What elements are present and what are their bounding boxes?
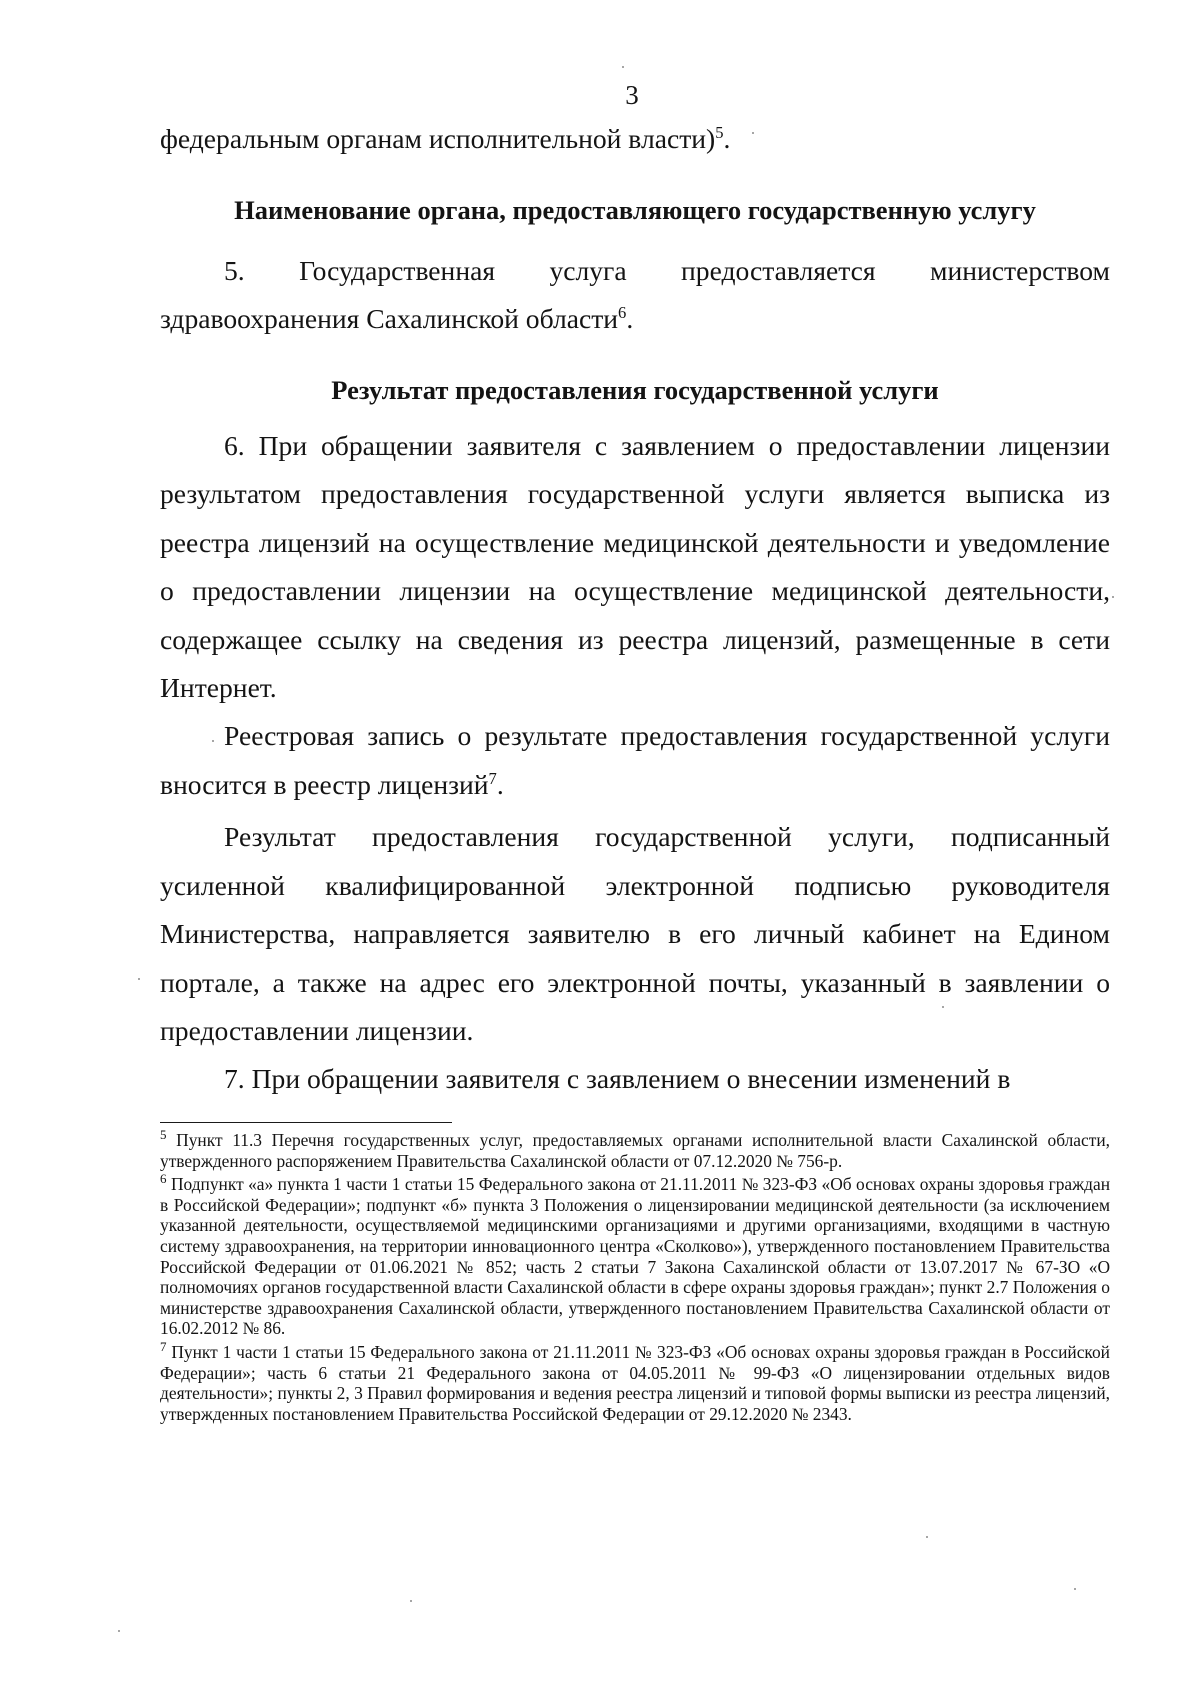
paragraph-continuation-text: федеральным органам исполнительной власти) — [160, 123, 716, 154]
scan-speck — [942, 1006, 944, 1008]
section-heading-result: Результат предоставления государственной услуги — [331, 374, 939, 405]
footnote-ref-5[interactable]: 5 — [715, 122, 724, 142]
footnote-mark-6: 6 — [160, 1171, 167, 1187]
footnote-ref-7[interactable]: 7 — [488, 768, 497, 788]
paragraph-registry: Реестровая запись о результате предоставления государственной услуги вносится в реестр лицензий$^7$. — [160, 720, 1110, 800]
scan-speck — [752, 132, 754, 134]
scan-speck — [410, 1600, 412, 1602]
paragraph-continuation: федеральным органам исполнительной власти)$^5$. — [160, 122, 731, 154]
footnote-6 — [160, 1171, 1111, 1339]
document-body — [160, 115, 1110, 1104]
paragraph-result: Результат предоставления государственной услуги, подписанный усиленной квалифицированной электронной подписью руководителя Министерства, направляется заявителю в его личный кабинет на Едином портале, а также на адрес его электронной почты, указанный в заявлении о предоставлении лицензии. — [160, 821, 1110, 1046]
paragraph-7: 7. При обращении заявителя с заявлением о внесении изменений в — [224, 1063, 1011, 1095]
page-number: 3 — [625, 80, 639, 110]
section-heading-authority: Наименование органа, предоставляющего государственную услугу — [234, 195, 1036, 226]
scan-speck — [926, 1536, 928, 1538]
scan-speck — [622, 66, 624, 68]
footnote-5-text: Пункт 11.3 Перечня государственных услуг, предоставляемых органами исполнительной власти Сахалинской области, утвержденного распоряжением Правительства Сахалинской области от 07.12.2020 № 756-р. — [160, 1130, 1110, 1171]
footnote-7 — [160, 1339, 1110, 1424]
footnote-mark-7: 7 — [160, 1339, 167, 1355]
footnote-6-text: Подпункт «а» пункта 1 части 1 статьи 15 Федерального закона от 21.11.2011 № 323-ФЗ «Об основах охраны здоровья граждан в Российской Федерации»; подпункт «б» пункта 3 Положения о лицензировании медицинской деятельности (за исключением указанной деятельности, осуществляемой медицинскими организациями и другими организациями, входящими в частную систему здравоохранения, на территории инновационного центра «Сколково»), утвержденного постановлением Правительства Российской Федерации от 01.06.2021 № 852; часть 2 статьи 7 Закона Сахалинской области от 13.07.2017 № 67-ЗО «О полномочиях органов государственной власти Сахалинской области в сфере охраны здоровья граждан»; пункт 2.7 Положения о министерстве здравоохранения Сахалинской области, утвержденного постановлением Правительства Сахалинской области от 16.02.2012 № 86. — [160, 1174, 1111, 1339]
footnotes — [160, 1127, 1111, 1424]
footnote-7-text: Пункт 1 части 1 статьи 15 Федерального закона от 21.11.2011 № 323-ФЗ «Об основах охраны здоровья граждан в Российской Федерации»; часть 6 статьи 21 Федерального закона от 04.05.2011 № 99-ФЗ «О лицензировании отдельных видов деятельности»; пункты 2, 3 Правил формирования и ведения реестра лицензий и типовой формы выписки из реестра лицензий, утвержденных постановлением Правительства Российской Федерации от 29.12.2020 № 2343. — [160, 1341, 1110, 1424]
scan-speck — [138, 978, 140, 980]
footnote-separator — [160, 1122, 452, 1123]
scan-speck — [1074, 1588, 1076, 1590]
paragraph-5-text: 5. Государственная услуга предоставляется министерством здравоохранения Сахалинской области — [160, 254, 1110, 335]
footnote-5 — [160, 1127, 1110, 1171]
scan-speck — [1112, 596, 1114, 598]
paragraph-6: 6. При обращении заявителя с заявлением о предоставлении лицензии результатом предоставления государственной услуги является выписка из реестра лицензий на осуществление медицинской деятельности и уведомление о предоставлении лицензии на осуществление медицинской деятельности, содержащее ссылку на сведения из реестра лицензий, размещенные в сети Интернет. — [160, 430, 1110, 704]
scan-speck — [212, 740, 214, 742]
footnote-ref-6[interactable]: 6 — [618, 303, 627, 323]
scan-speck — [118, 1630, 120, 1632]
paragraph-5: 5. Государственная услуга предоставляется министерством здравоохранения Сахалинской области$^6$. — [160, 254, 1110, 335]
footnote-mark-5: 5 — [160, 1127, 167, 1143]
paragraph-registry-text: Реестровая запись о результате предоставления государственной услуги вносится в реестр лицензий — [160, 720, 1110, 800]
